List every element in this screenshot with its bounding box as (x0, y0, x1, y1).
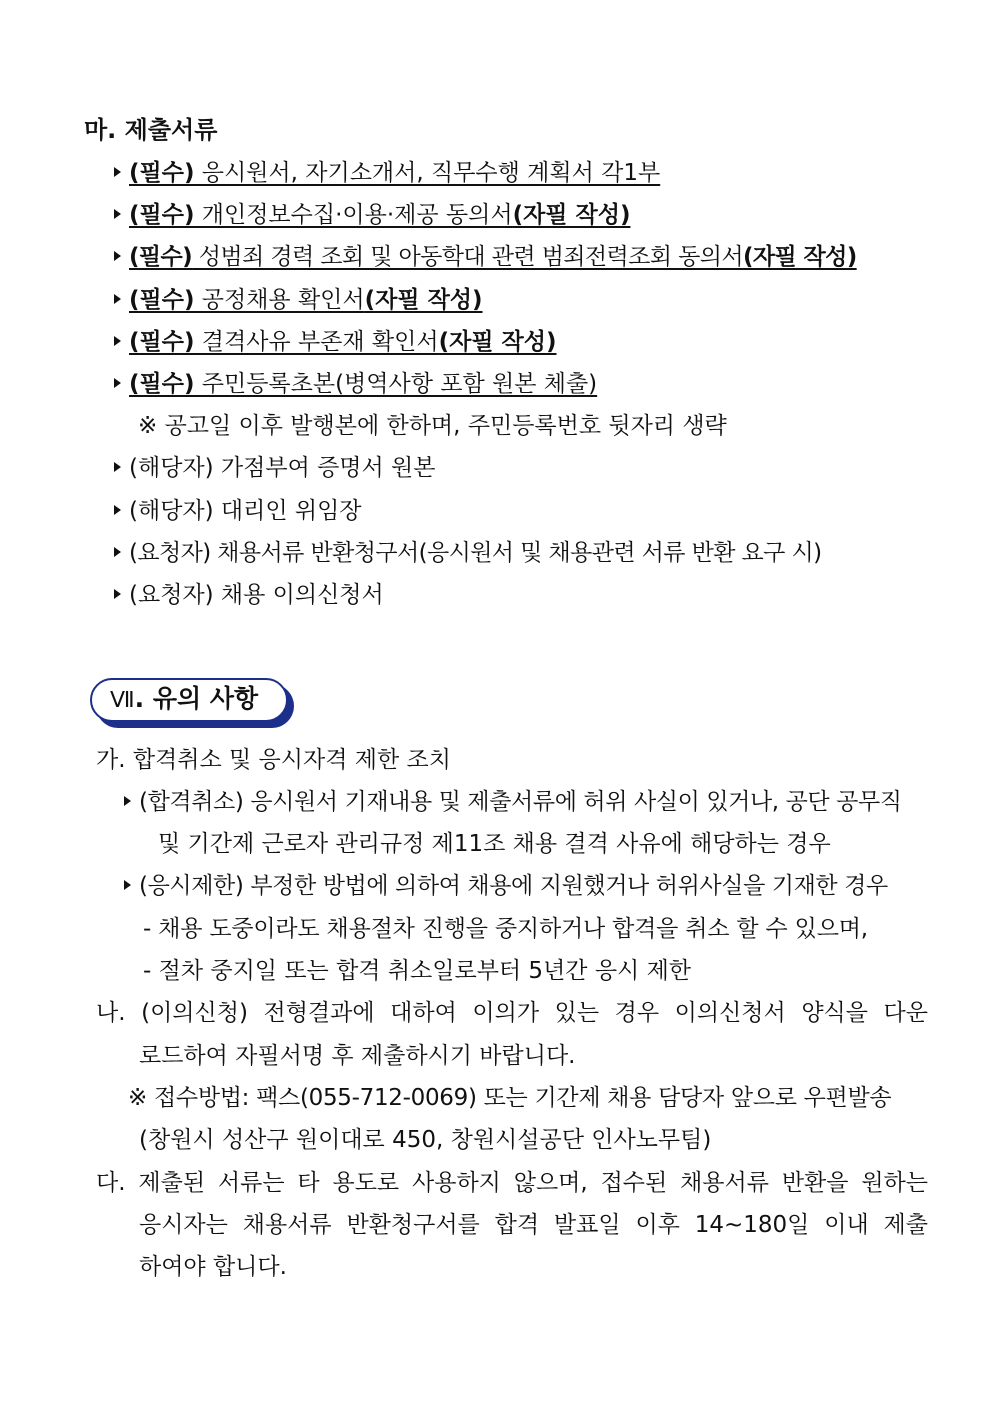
bullet-triangle-icon (114, 378, 121, 388)
bullet-triangle-icon (114, 336, 121, 346)
resident-registration-note: ※ 공고일 이후 발행본에 한하며, 주민등록번호 뒷자리 생략 (138, 413, 727, 439)
optional-item: (요청자) 채용서류 반환청구서(응시원서 및 채용관련 서류 반환 요구 시) (114, 537, 822, 569)
bullet-triangle-icon (114, 209, 121, 219)
dash-item: - 절차 중지일 또는 합격 취소일로부터 5년간 응시 제한 (143, 958, 691, 984)
submission-address: (창원시 성산구 원이대로 450, 창원시설공단 인사노무팀) (139, 1127, 712, 1153)
bullet-triangle-icon (114, 251, 121, 261)
objection-paragraph-cont: 로드하여 자필서명 후 제출하시기 바랍니다. (139, 1043, 576, 1069)
required-item: (필수) 응시원서, 자기소개서, 직무수행 계획서 각1부 (114, 157, 660, 189)
cancel-item-cont: 및 기간제 근로자 관리규정 제11조 채용 결격 사유에 해당하는 경우 (158, 831, 831, 857)
bullet-triangle-icon (114, 294, 121, 304)
dash-item: - 채용 도중이라도 채용절차 진행을 중지하거나 합격을 취소 할 수 있으며, (143, 916, 868, 942)
bullet-triangle-icon (114, 547, 121, 557)
required-item: (필수) 주민등록초본(병역사항 포함 원본 체출) (114, 368, 597, 400)
section-7-header (90, 678, 296, 728)
required-item: (필수) 결격사유 부존재 확인서(자필 작성) (114, 326, 557, 358)
required-item: (필수) 성범죄 경력 조회 및 아동학대 관련 범죄전력조회 동의서(자필 작성) (114, 241, 857, 273)
bullet-triangle-icon (114, 589, 121, 599)
document-return-paragraph: 다. 제출된 서류는 타 용도로 사용하지 않으며, 접수된 채용서류 반환을 원하는 (96, 1170, 928, 1196)
optional-item: (요청자) 채용 이의신청서 (114, 579, 384, 611)
document-return-paragraph-end: 하여야 합니다. (139, 1254, 287, 1280)
optional-item: (해당자) 대리인 위임장 (114, 495, 362, 527)
objection-paragraph: 나. (이의신청) 전형결과에 대하여 이의가 있는 경우 이의신청서 양식을 다운 (96, 1000, 928, 1026)
section-heading-ga: 가. 합격취소 및 응시자격 제한 조치 (96, 747, 451, 773)
document-return-paragraph-cont: 응시자는 채용서류 반환청구서를 합격 발표일 이후 14~180일 이내 제출 (139, 1212, 928, 1238)
cancel-item: (합격취소) 응시원서 기재내용 및 제출서류에 허위 사실이 있거나, 공단 공무직 (124, 786, 902, 818)
restriction-item: (응시제한) 부정한 방법에 의하여 채용에 지원했거나 허위사실을 기재한 경우 (124, 870, 888, 902)
bullet-triangle-icon (114, 167, 121, 177)
optional-item: (해당자) 가점부여 증명서 원본 (114, 452, 436, 484)
bullet-triangle-icon (114, 505, 121, 515)
bullet-triangle-icon (124, 796, 131, 806)
section-7-title: Ⅶ. 유의 사항 (110, 684, 259, 713)
bullet-triangle-icon (124, 880, 131, 890)
bullet-triangle-icon (114, 462, 121, 472)
submission-method-note: ※ 접수방법: 팩스(055-712-0069) 또는 기간제 채용 담당자 앞으로 우편발송 (128, 1085, 892, 1111)
section-heading-ma: 마. 제출서류 (84, 116, 218, 144)
required-item: (필수) 공정채용 확인서(자필 작성) (114, 284, 483, 316)
required-item: (필수) 개인정보수집·이용·제공 동의서(자필 작성) (114, 199, 630, 231)
